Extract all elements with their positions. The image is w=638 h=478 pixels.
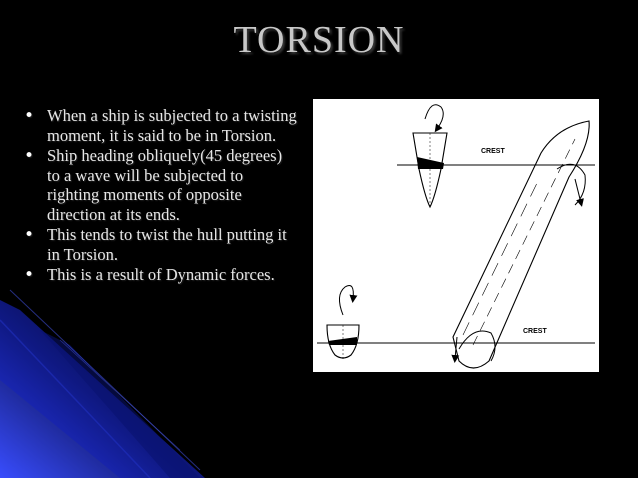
oblique-ship-hull (453, 121, 589, 368)
crest-label-top: CREST (481, 148, 505, 155)
torsion-diagram-svg (313, 99, 599, 372)
bullet-text: Ship heading obliquely(45 degrees) to a wave will be subjected to righting moments of opposite direction at its ends. (47, 146, 283, 224)
bullet-item (22, 225, 297, 264)
bullet-dot-icon: • (24, 265, 35, 285)
slide-title: TORSION (233, 19, 405, 61)
bullet-list (22, 106, 297, 286)
bullet-text: When a ship is subjected to a twisting moment, it is said to be in Torsion. (47, 106, 297, 145)
bullet-dot-icon: • (24, 106, 35, 126)
bottom-hull-section (327, 325, 359, 361)
crest-label-bottom: CREST (523, 328, 547, 335)
bullet-item (22, 265, 297, 285)
top-rotation-arrow-icon (425, 105, 443, 129)
hull-twist-arrow-top-icon (575, 179, 581, 203)
bullet-text: This is a result of Dynamic forces. (47, 265, 275, 284)
torsion-diagram (313, 99, 599, 372)
bullet-item (22, 106, 297, 145)
bullet-dot-icon: • (24, 225, 35, 245)
top-hull-section (413, 133, 447, 207)
bullet-text: This tends to twist the hull putting it in Torsion. (47, 225, 287, 264)
bullet-item (22, 146, 297, 224)
bullet-dot-icon: • (24, 146, 35, 166)
bottom-rotation-arrow-icon (339, 286, 353, 316)
